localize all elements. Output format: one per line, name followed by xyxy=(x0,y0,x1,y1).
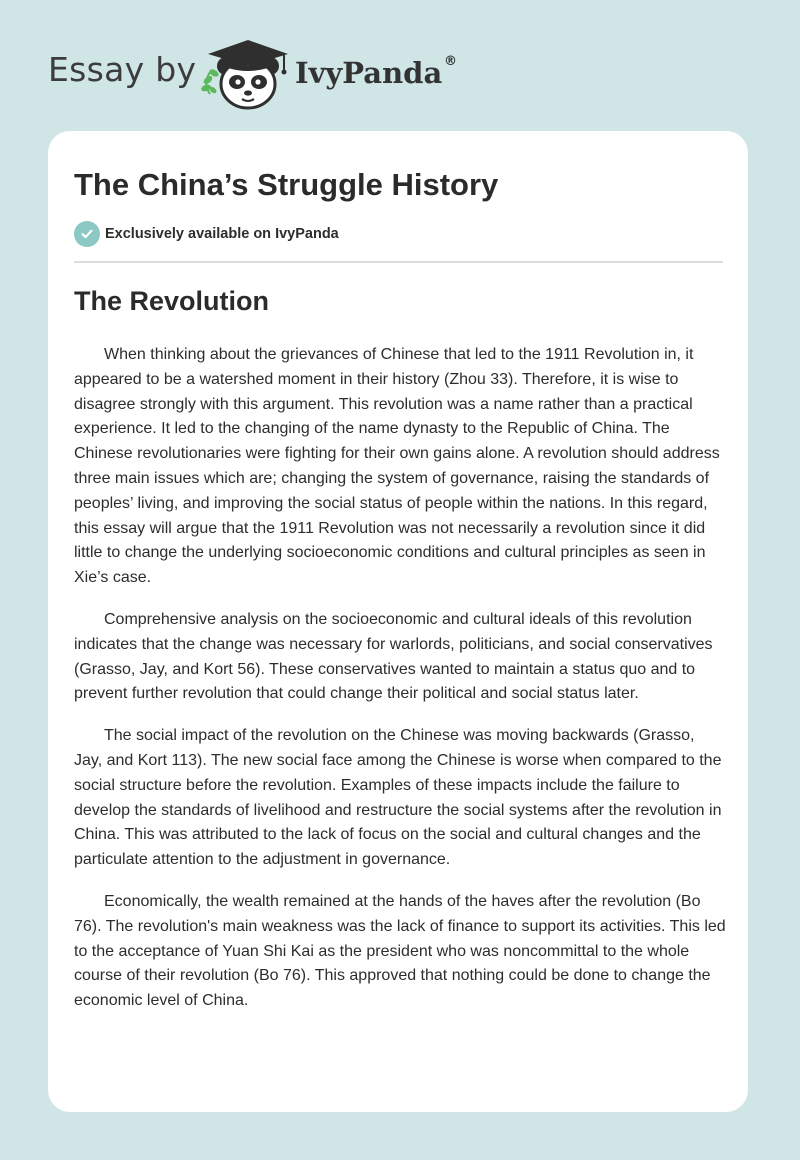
paragraph: Comprehensive analysis on the socioeconomic and cultural ideals of this revolution indicates that the change was necessary for warlords, politicians, and social conservatives (Grasso, Jay, and Kort 56). These conservatives wanted to maintain a status quo and to prevent further revolution that could change their political and social status later. xyxy=(74,610,713,703)
essay-card xyxy=(48,131,748,1112)
section-heading: The Revolution xyxy=(74,286,269,316)
registered-mark: ® xyxy=(444,54,457,69)
check-circle-icon xyxy=(74,221,100,247)
brand-name[interactable]: IvyPanda xyxy=(295,56,443,90)
title-divider xyxy=(74,261,723,263)
essay-title: The China’s Struggle History xyxy=(74,167,499,202)
paragraph: Economically, the wealth remained at the hands of the haves after the revolution (Bo 76). The revolution's main weakness was the lack of finance to support its activities. This led to the acceptance of Yuan Shi Kai as the president who was noncommittal to the whole course of their revolution (Bo 76). This approved that nothing could be done to change the economic level of China. xyxy=(74,892,726,1010)
badge-label: Exclusively available on IvyPanda xyxy=(105,226,339,242)
paragraph: The social impact of the revolution on the Chinese was moving backwards (Grasso, Jay, and Kort 113). The new social face among the Chinese is worse when compared to the social structure before the revolution. Examples of these impacts include the failure to develop the standards of livelihood and restructure the social systems after the revolution in China. This was attributed to the lack of focus on the social and cultural changes and the particulate attention to the adjustment in governance. xyxy=(74,727,722,869)
exclusive-badge xyxy=(74,221,339,247)
essay-body xyxy=(74,343,726,1031)
panda-logo-icon[interactable] xyxy=(198,36,294,110)
site-header xyxy=(0,0,800,130)
brand-prefix: Essay by xyxy=(48,50,197,89)
paragraph: When thinking about the grievances of Chinese that led to the 1911 Revolution in, it appeared to be a watershed moment in their history (Zhou 33). Therefore, it is wise to disagree strongly with this argument. This revolution was a name rather than a practical experience. It led to the changing of the name dynasty to the Republic of China. The Chinese revolutionaries were fighting for their own gains alone. A revolution should address three main issues which are; changing the system of governance, raising the standards of peoples’ living, and improving the social status of people within the nations. In this regard, this essay will argue that the 1911 Revolution was not necessarily a revolution since it did little to change the underlying socioeconomic conditions and cultural principles as seen in Xie’s case. xyxy=(74,346,720,587)
